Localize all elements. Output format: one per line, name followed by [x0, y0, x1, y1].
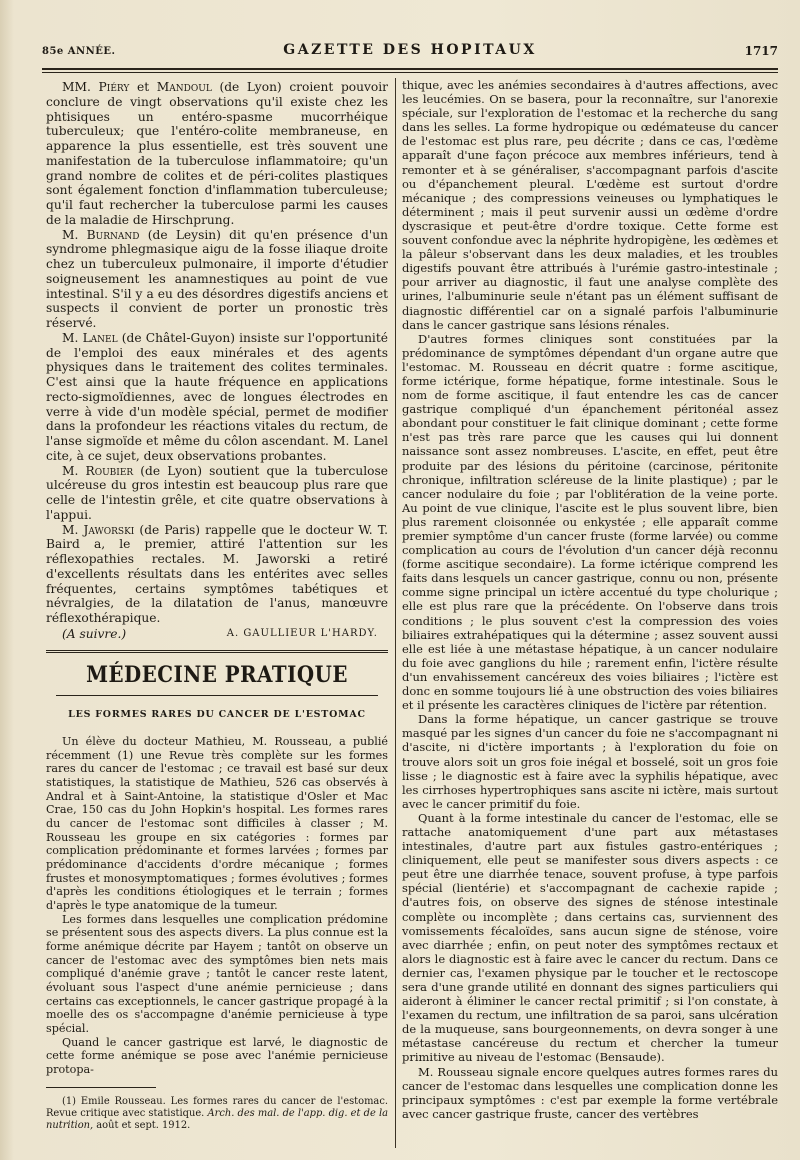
- article-paragraph: D'autres formes cliniques sont constituées par la prédominance de symptômes dépendant d'un organe autre que l'estomac. M. Rousseau en décrit quatre : forme ascitique, forme ictérique, forme hépatique, forme intestinale. Sous le nom de forme ascitique, il faut entendre les cas de cancer gastrique compliqué d'un épanchement péritonéal assez abondant pour constituer le fait clinique dominant ; cette forme n'est pas très rare parce que les causes qui lui donnent naissance sont assez nombreuses. L'ascite, en effet, peut être produite par des lésions du péritoine (carcinose, péritonite chronique, infiltration scléreuse de la linite plastique) ; par le cancer nodulaire du foie ; par l'oblitération de la veine porte. Au point de vue clinique, l'ascite est le plus souvent libre, bien plus rarement cloisonnée ou enkystée ; elle apparaît comme premier symptôme d'un cancer fruste (forme larvée) ou comme complication au cours de l'évolution d'un cancer déjà reconnu (forme ascitique secondaire). La forme ictérique comprend les faits dans lesquels un cancer gastrique, connu ou non, présente comme signe principal un ictère accentué du type cholurique ; elle est plus rare que la précédente. On l'observe dans trois conditions ; le plus souvent c'est la compression des voies biliaires extrahépatiques qui la détermine ; assez souvent aussi elle est liée à une métastase hépatique, à un cancer nodulaire du foie avec ganglions du hile ; rarement enfin, l'ictère résulte d'un envahissement cancéreux des voies biliaires ; l'ictère est donc en somme toujours lié à une obstruction des voies biliaires et il présente les caractères cliniques de l'ictère par rétention.: [402, 331, 778, 713]
- paragraph-text: (de Châtel-Guyon) insiste sur l'opportunité de l'emploi des eaux minérales et des agents physiques dans le traitement des colites terminales. C'est ainsi que la haute fréquence en applications recto-sigmoïdiennes, avec de longues électrodes en verre à vide d'un modèle spécial, permet de modifier dans la profondeur les réactions vitales du rectum, de l'anse sigmoïde et même du côlon ascendant. M. Lanel cite, à ce sujet, deux observations probantes.: [46, 330, 388, 463]
- paragraph-jaworski: [46, 523, 388, 626]
- author-signature: A. GAULLIEUR L'HARDY.: [226, 627, 378, 639]
- connector-text: et: [129, 80, 157, 94]
- article-paragraph: Les formes dans lesquelles une complication prédomine se présentent sous des aspects divers. La plus connue est la forme anémique décrite par Hayem ; tantôt on observe un cancer de l'estomac avec des symptômes bien nets mais compliqué d'anémie grave ; tantôt le cancer reste latent, évoluant sous l'aspect d'une anémie pernicieuse ; dans certains cas exceptionnels, le cancer gastrique propagé à la moelle des os s'accompagne d'anémie pernicieuse à type spécial.: [46, 912, 388, 1036]
- footnote-text: (1) Emile Rousseau. Les formes rares du cancer de l'estomac. Revue critique avec statistique.: [46, 1095, 388, 1119]
- page-number: 1717: [744, 44, 778, 58]
- article-paragraph: Dans la forme hépatique, un cancer gastrique se trouve masqué par les signes d'un cancer du foie ne s'accompagnant ni d'ascite, ni d'ictère importants ; à l'exploration du foie on trouve alors soit un gros foie inégal et bosselé, soit un gros foie lisse ; le diagnostic est à faire avec la syphilis hépatique, avec les cirrhoses hypertrophiques sans ascite ni ictère, mais surtout avec le cancer primitif du foie.: [402, 712, 778, 811]
- author-name: M. Lanel: [62, 330, 118, 345]
- paragraph-burnand: [46, 228, 388, 331]
- paragraph-lanel: [46, 331, 388, 464]
- paragraph-text: (de Lyon) croient pouvoir conclure de vingt observations qu'il existe chez les phtisiques un entéro-spasme mucorrhéique tuberculeux; que l'entéro-colite membraneuse, en apparence la plus essentielle, est très souvent une manifestation de la tuberculose inflammatoire; qu'un grand nombre de colites et de péri-colites plastiques sont également fonction d'inflammation tuberculeuse; qu'il faut rechercher la tuberculose parmi les causes de la maladie de Hirschprung.: [46, 80, 388, 227]
- article-paragraph: thique, avec les anémies secondaires à d'autres affections, avec les leucémies. On se basera, pour la reconnaître, sur l'anorexie spéciale, sur l'exploration de l'estomac et la recherche du sang dans les selles. La forme hydropique ou œdémateuse du cancer de l'estomac est plus rare, peu décrite ; dans ce cas, l'œdème apparaît d'une façon précoce aux membres inférieurs, tend à remonter et à se généraliser, s'accompagnant parfois d'ascite ou d'épanchement pleural. L'œdème est surtout d'ordre mécanique ; des compressions veineuses ou lymphatiques le déterminent ; mais il peut survenir aussi un œdème d'ordre dyscrasique et peut-être d'ordre toxique. Cette forme est souvent confondue avec la néphrite hydropigène, les œdèmes et la pâleur s'observant dans les deux maladies, et les troubles digestifs pouvant être attribués à l'urémie gastro-intestinale ; pour arriver au diagnostic, il faut une analyse complète des urines, l'albuminurie seule n'étant pas un élément suffisant de diagnostic différentiel car on a signalé parfois l'albuminurie dans le cancer gastrique sans lésions rénales.: [402, 78, 778, 332]
- section-rule: [46, 650, 388, 653]
- paragraph-text: (de Leysin) dit qu'en présence d'un syndrome phlegmasique aigu de la fosse iliaque droite chez un tuberculeux pulmonaire, il importe d'étudier soigneusement les anamnestiques au point de vue intestinal. S'il y a eu des désordres digestifs anciens et suspects il convient de porter un pronostic très réservé.: [46, 227, 388, 330]
- journal-title: GAZETTE DES HOPITAUX: [283, 42, 537, 58]
- paragraph-text: (de Paris) rappelle que le docteur W. T. Baird a, le premier, attiré l'attention sur les réflexopathies rectales. M. Jaworski a retiré d'excellents résultats dans les entérites avec selles fréquentes, certains symptômes tabétiques et névralgies, de la dilatation de l'anus, manœuvre réflexothérapique.: [46, 522, 389, 625]
- footnote: [46, 1096, 388, 1132]
- right-column: [402, 78, 778, 1121]
- author-name: M. Roubier: [62, 463, 134, 478]
- footnote-date: août et sept. 1912.: [93, 1119, 191, 1131]
- article-paragraph: Un élève du docteur Mathieu, M. Rousseau, a publié récemment (1) une Revue très complète sur les formes rares du cancer de l'estomac ; ce travail est basé sur deux statistiques, la statistique de Mathieu, 526 cas observés à Andral et à Saint-Antoine, la statistique d'Osler et Mac Crae, 150 cas du John Hopkin's hospital. Les formes rares du cancer de l'estomac sont difficiles à classer ; M. Rousseau les groupe en six catégories : formes par complication prédominante et formes larvées ; formes par prédominance d'accidents d'ordre mécanique ; formes frustes et monosymptomatiques ; formes évolutives ; formes d'après les conditions étiologiques et le terrain ; formes d'après le type anatomique de la tumeur.: [46, 735, 388, 913]
- section-title-rule: [56, 695, 378, 696]
- author-name: M. Jaworski: [62, 522, 135, 537]
- article-paragraph: Quand le cancer gastrique est larvé, le diagnostic de cette forme anémique se pose avec l'anémie pernicieuse protopa-: [46, 1035, 388, 1077]
- signature-row: [46, 627, 388, 642]
- author-name: M. Burnand: [62, 227, 140, 242]
- paragraph-text: (de Lyon) soutient que la tuberculose ulcéreuse du gros intestin est beaucoup plus rare que celle de l'intestin grêle, et cite quatre observations à l'appui.: [46, 463, 388, 522]
- author-name: MM. Piéry: [62, 80, 130, 94]
- author-name: Mandoul: [156, 80, 212, 94]
- left-column: [46, 80, 388, 1131]
- footnote-rule: [46, 1087, 156, 1088]
- header-rule-thin: [42, 72, 778, 73]
- footnote-journal: Arch. des mal. de l'app. dig. et de la nutrition,: [46, 1107, 388, 1131]
- paragraph-roubier: [46, 464, 388, 523]
- column-divider: [395, 78, 396, 1148]
- continuation-note: (A suivre.): [62, 626, 127, 641]
- paragraph-piery: [46, 80, 388, 228]
- year-label: 85e ANNÉE.: [42, 46, 116, 57]
- article-paragraph: M. Rousseau signale encore quelques autres formes rares du cancer de l'estomac dans lesquelles une complication donne les principaux symptômes : c'est par exemple la forme vertébrale avec cancer gastrique fruste, cancer des vertèbres: [402, 1064, 778, 1121]
- section-title: MÉDECINE PRATIQUE: [86, 659, 348, 688]
- header-rule: [42, 68, 778, 70]
- article-paragraph: Quant à la forme intestinale du cancer de l'estomac, elle se rattache anatomiquement d'une part aux métastases intestinales, d'autre part aux fistules gastro-entériques ; cliniquement, elle peut se manifester sous divers aspects : ce peut être une diarrhée tenace, souvent profuse, à type parfois spécial (lientérie) et s'accompagnant de cachexie rapide ; d'autres fois, on observe des signes de sténose intestinale complète ou incomplète ; dans certains cas, surviennent des vomissements fécaloïdes, sans aucun signe de sténose, voire avec diarrhée ; enfin, on peut noter des symptômes rectaux et alors le diagnostic est à faire avec le cancer du rectum. Dans ce dernier cas, l'examen physique par le toucher et le rectoscope sera d'une grande utilité en donnant des signes particuliers qui aideront à éliminer le cancer rectal primitif ; si l'on constate, à l'examen du rectum, une infiltration de sa paroi, sans ulcération de la muqueuse, sans bourgeonnements, on devra songer à une métastase cancéreuse du rectum et chercher la tumeur primitive au niveau de l'estomac (Bensaude).: [402, 810, 778, 1065]
- article-title: LES FORMES RARES DU CANCER DE L'ESTOMAC: [68, 709, 366, 721]
- page-header: [42, 38, 778, 66]
